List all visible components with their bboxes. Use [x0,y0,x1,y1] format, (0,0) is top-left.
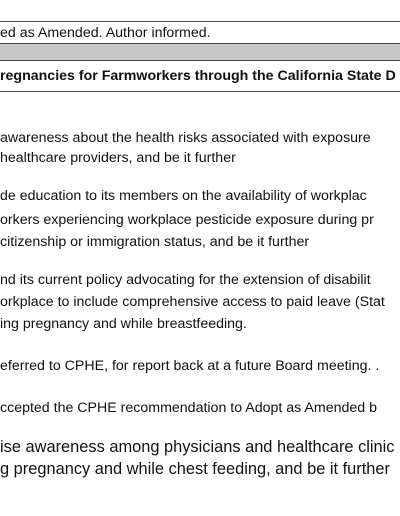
amended-line: ise awareness among physicians and healthcare clinic [0,438,395,456]
resolution-line: orkers experiencing workplace pesticide exposure during pr [0,212,374,228]
resolution-line: awareness about the health risks associated with exposure [0,130,371,146]
resolution-line: orkplace to include comprehensive access to paid leave (Stat [0,294,385,310]
table-rule [0,60,400,61]
resolution-line: ing pregnancy and while breastfeeding. [0,316,247,332]
status-text: ed as Amended. Author informed. [0,25,211,41]
resolution-line: healthcare providers, and be it further [0,150,236,166]
resolution-line: nd its current policy advocating for the extension of disabilit [0,272,371,288]
resolution-line: de education to its members on the availability of workplac [0,188,367,204]
amended-line: g pregnancy and while chest feeding, and be it further [0,460,390,478]
table-rule [0,21,400,22]
resolution-title: regnancies for Farmworkers through the California State D [0,68,396,84]
acceptance-text: ccepted the CPHE recommendation to Adopt as Amended b [0,400,377,416]
resolution-line: citizenship or immigration status, and be it further [0,234,310,250]
referral-text: eferred to CPHE, for report back at a future Board meeting. . [0,358,380,374]
table-header-band [0,44,400,60]
table-rule [0,91,400,92]
